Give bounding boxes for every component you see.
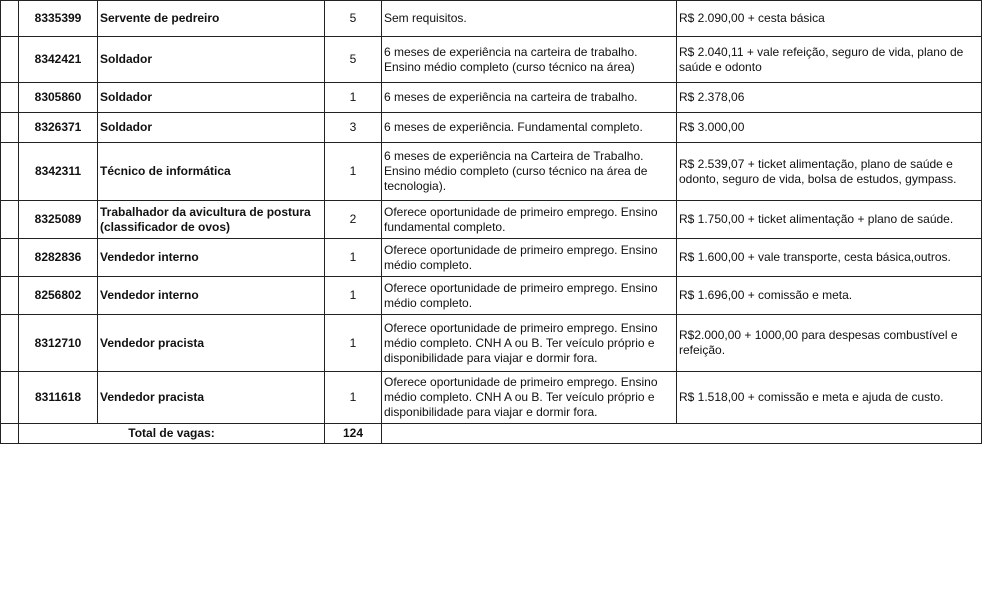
job-quantity-cell: 3 — [325, 113, 382, 143]
job-salary-cell: R$ 2.040,11 + vale refeição, seguro de vida, plano de saúde e odonto — [677, 37, 982, 83]
row-edge-cell — [1, 143, 19, 201]
row-edge-cell — [1, 315, 19, 372]
job-role-cell: Servente de pedreiro — [98, 1, 325, 37]
job-code-cell: 8311618 — [19, 372, 98, 424]
job-role-cell: Trabalhador da avicultura de postura (classificador de ovos) — [98, 201, 325, 239]
table-row — [1, 143, 982, 201]
job-quantity-cell: 2 — [325, 201, 382, 239]
row-edge-cell — [1, 37, 19, 83]
job-code-cell: 8282836 — [19, 239, 98, 277]
job-requirements-cell: 6 meses de experiência na carteira de trabalho. Ensino médio completo (curso técnico na área) — [382, 37, 677, 83]
job-salary-cell: R$ 1.600,00 + vale transporte, cesta básica,outros. — [677, 239, 982, 277]
job-salary-cell: R$2.000,00 + 1000,00 para despesas combustível e refeição. — [677, 315, 982, 372]
job-quantity-cell: 5 — [325, 37, 382, 83]
job-code-cell: 8256802 — [19, 277, 98, 315]
job-salary-cell: R$ 2.378,06 — [677, 83, 982, 113]
jobs-table-body — [1, 1, 982, 444]
job-salary-cell: R$ 1.696,00 + comissão e meta. — [677, 277, 982, 315]
job-role-cell: Soldador — [98, 37, 325, 83]
table-row — [1, 1, 982, 37]
table-row — [1, 239, 982, 277]
job-code-cell: 8325089 — [19, 201, 98, 239]
job-role-cell: Soldador — [98, 83, 325, 113]
table-row — [1, 37, 982, 83]
total-value: 124 — [325, 424, 382, 444]
job-requirements-cell: 6 meses de experiência na Carteira de Trabalho. Ensino médio completo (curso técnico na área de tecnologia). — [382, 143, 677, 201]
job-code-cell: 8342421 — [19, 37, 98, 83]
job-requirements-cell: Oferece oportunidade de primeiro emprego. Ensino médio completo. — [382, 277, 677, 315]
job-salary-cell: R$ 3.000,00 — [677, 113, 982, 143]
job-role-cell: Técnico de informática — [98, 143, 325, 201]
total-label: Total de vagas: — [19, 424, 325, 444]
job-role-cell: Vendedor interno — [98, 277, 325, 315]
job-code-cell: 8342311 — [19, 143, 98, 201]
job-requirements-cell: 6 meses de experiência. Fundamental completo. — [382, 113, 677, 143]
row-edge-cell — [1, 372, 19, 424]
job-quantity-cell: 1 — [325, 143, 382, 201]
table-row — [1, 277, 982, 315]
job-role-cell: Vendedor pracista — [98, 372, 325, 424]
job-requirements-cell: Oferece oportunidade de primeiro emprego. Ensino médio completo. CNH A ou B. Ter veículo próprio e disponibilidade para viajar e dormir fora. — [382, 315, 677, 372]
job-quantity-cell: 1 — [325, 83, 382, 113]
row-edge-cell — [1, 1, 19, 37]
job-requirements-cell: 6 meses de experiência na carteira de trabalho. — [382, 83, 677, 113]
table-row — [1, 372, 982, 424]
total-row — [1, 424, 982, 444]
job-role-cell: Vendedor pracista — [98, 315, 325, 372]
row-edge-cell — [1, 113, 19, 143]
job-quantity-cell: 1 — [325, 277, 382, 315]
job-requirements-cell: Oferece oportunidade de primeiro emprego. Ensino médio completo. — [382, 239, 677, 277]
table-row — [1, 113, 982, 143]
job-quantity-cell: 1 — [325, 239, 382, 277]
job-role-cell: Vendedor interno — [98, 239, 325, 277]
job-code-cell: 8335399 — [19, 1, 98, 37]
row-edge-cell — [1, 424, 19, 444]
job-salary-cell: R$ 2.539,07 + ticket alimentação, plano de saúde e odonto, seguro de vida, bolsa de estudos, gympass. — [677, 143, 982, 201]
job-requirements-cell: Oferece oportunidade de primeiro emprego. Ensino médio completo. CNH A ou B. Ter veículo próprio e disponibilidade para viajar e dormir fora. — [382, 372, 677, 424]
job-salary-cell: R$ 2.090,00 + cesta básica — [677, 1, 982, 37]
job-quantity-cell: 5 — [325, 1, 382, 37]
row-edge-cell — [1, 239, 19, 277]
row-edge-cell — [1, 201, 19, 239]
job-requirements-cell: Sem requisitos. — [382, 1, 677, 37]
job-quantity-cell: 1 — [325, 372, 382, 424]
job-requirements-cell: Oferece oportunidade de primeiro emprego. Ensino fundamental completo. — [382, 201, 677, 239]
job-code-cell: 8312710 — [19, 315, 98, 372]
job-code-cell: 8305860 — [19, 83, 98, 113]
table-row — [1, 201, 982, 239]
job-code-cell: 8326371 — [19, 113, 98, 143]
row-edge-cell — [1, 277, 19, 315]
job-salary-cell: R$ 1.518,00 + comissão e meta e ajuda de custo. — [677, 372, 982, 424]
total-empty-cell — [382, 424, 982, 444]
row-edge-cell — [1, 83, 19, 113]
job-quantity-cell: 1 — [325, 315, 382, 372]
job-salary-cell: R$ 1.750,00 + ticket alimentação + plano de saúde. — [677, 201, 982, 239]
table-row — [1, 315, 982, 372]
table-row — [1, 83, 982, 113]
job-role-cell: Soldador — [98, 113, 325, 143]
